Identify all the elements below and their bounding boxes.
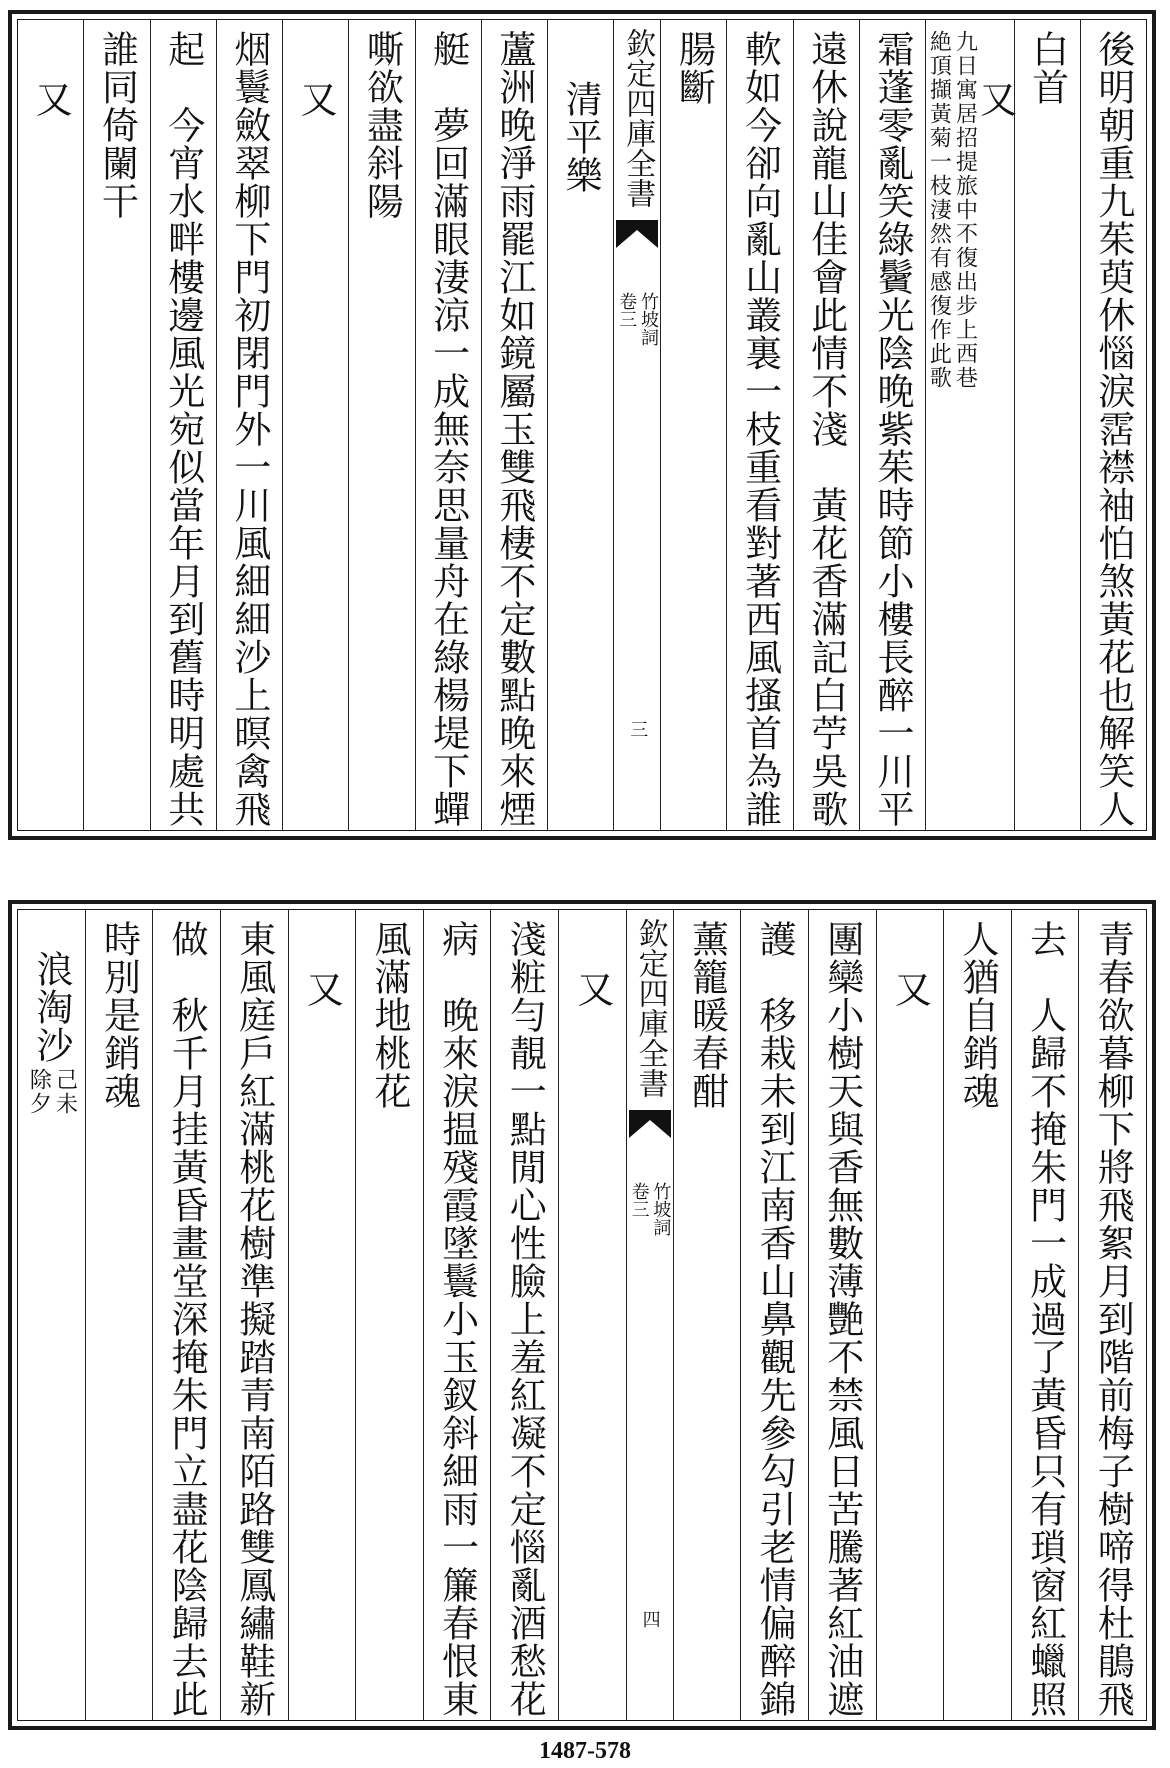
column-text: 又 — [570, 970, 614, 1008]
column-text: 時別是銷魂 — [97, 920, 141, 1110]
volume-label — [616, 292, 658, 346]
text-column — [558, 910, 626, 1720]
text-column — [18, 20, 83, 830]
column-text: 青春欲暮柳下將飛絮月到階前梅子樹啼得杜鵑飛 — [1091, 920, 1135, 1718]
text-column — [740, 910, 808, 1720]
book-title: 欽定四庫全書 — [632, 918, 668, 1098]
text-column — [660, 20, 726, 830]
column-text: 又 — [973, 80, 1017, 118]
center-fold-column — [613, 20, 660, 830]
column-text: 後明朝重九茱萸休惱淚霑襟袖怕煞黃花也解笑人 — [1091, 30, 1135, 828]
note-line: 除夕 — [26, 1068, 52, 1116]
note-line: 己未 — [52, 1068, 78, 1116]
column-text: 病 晚來淚揾殘霞墜鬟小玉釵斜細雨一簾春恨東 — [435, 920, 479, 1718]
column-text: 腸斷 — [672, 30, 716, 106]
text-column — [152, 910, 220, 1720]
column-text: 烟鬟斂翠柳下門初閉門外一川風細細沙上暝禽飛 — [227, 30, 271, 828]
text-column — [793, 20, 859, 830]
text-column — [18, 910, 85, 1720]
column-text: 又 — [888, 970, 932, 1008]
text-column — [85, 910, 153, 1720]
text-column — [150, 20, 216, 830]
text-column — [876, 910, 944, 1720]
column-text: 起 今宵水畔樓邊風光宛似當年月到舊時明處共 — [161, 30, 205, 828]
text-column — [288, 910, 356, 1720]
text-column — [547, 20, 613, 830]
column-text: 蘆洲晚淨雨罷江如鏡屬玉雙飛棲不定數點晚來煙 — [492, 30, 536, 828]
lower-page — [8, 900, 1156, 1730]
column-text: 薰籠暖春酣 — [685, 920, 729, 1110]
column-text: 做 秋千月挂黃昏畫堂深掩朱門立盡花陰歸去此 — [165, 920, 209, 1718]
text-column — [808, 910, 876, 1720]
column-text: 嘶欲盡斜陽 — [360, 30, 404, 220]
annotation-note — [926, 30, 976, 390]
column-text: 又 — [294, 80, 338, 118]
text-column — [220, 910, 288, 1720]
lower-page-columns — [18, 910, 1146, 1720]
text-column — [726, 20, 792, 830]
page-number: 四 — [639, 1610, 661, 1628]
volume-text: 卷三 — [616, 292, 638, 328]
volume-text: 竹坡詞 — [650, 1182, 672, 1236]
note-line: 絶頂擷黃菊一枝淒然有感復作此歌 — [926, 30, 952, 390]
text-column — [1078, 910, 1146, 1720]
text-column — [1011, 910, 1079, 1720]
column-text: 去 人歸不掩朱門一成過了黃昏只有瑣窗紅蠟照 — [1023, 920, 1067, 1718]
text-column — [423, 910, 491, 1720]
note-line: 九日寓居招提旅中不復出步上西巷 — [952, 30, 978, 390]
column-text: 團欒小樹天與香無數薄艷不禁風日苦騰著紅油遮 — [820, 920, 864, 1718]
text-column — [216, 20, 282, 830]
column-text: 霜蓬零亂笑綠鬢光陰晚紫茱時節小樓長醉一川平 — [871, 30, 915, 828]
upper-page — [8, 10, 1156, 840]
text-column — [925, 20, 1017, 830]
text-column — [481, 20, 547, 830]
column-text: 人猶自銷魂 — [955, 920, 999, 1110]
center-fold-column — [626, 910, 673, 1720]
volume-label — [629, 1182, 671, 1236]
column-text: 風滿地桃花 — [367, 920, 411, 1110]
text-column — [1014, 20, 1080, 830]
column-text: 軟如今卻向亂山叢裏一枝重看對著西風搔首為誰 — [738, 30, 782, 828]
fish-tail-mark — [614, 218, 660, 252]
page-number: 三 — [627, 720, 649, 738]
upper-page-columns — [18, 20, 1146, 830]
volume-text: 竹坡詞 — [638, 292, 660, 346]
text-column — [490, 910, 558, 1720]
column-text: 艇 夢回滿眼淒涼一成無奈思量舟在綠楊堤下蟬 — [426, 30, 470, 828]
column-text: 誰同倚闌干 — [95, 30, 139, 220]
text-column — [415, 20, 481, 830]
column-text: 護 移栽未到江南香山鼻觀先參勾引老情偏醉錦 — [753, 920, 797, 1718]
fish-tail-mark — [627, 1108, 673, 1142]
text-column — [1080, 20, 1146, 830]
text-column — [943, 910, 1011, 1720]
text-column — [282, 20, 348, 830]
book-title: 欽定四庫全書 — [620, 28, 656, 208]
column-text: 淺粧勻靚一點閒心性臉上羞紅凝不定惱亂酒愁花 — [503, 920, 547, 1718]
column-text: 白首 — [1025, 30, 1069, 106]
text-column — [355, 910, 423, 1720]
column-text: 又 — [29, 80, 73, 118]
column-text: 遠休說龍山佳會此情不淺 黃花香滿記白苧吳歌 — [804, 30, 848, 828]
text-column — [673, 910, 741, 1720]
text-column — [83, 20, 149, 830]
volume-text: 卷三 — [628, 1182, 650, 1218]
column-text: 東風庭戶紅滿桃花樹準擬踏青南陌路雙鳳繡鞋新 — [232, 920, 276, 1718]
text-column — [859, 20, 925, 830]
annotation-note — [26, 1068, 76, 1116]
catalog-number: 1487-578 — [539, 1738, 631, 1764]
text-column — [348, 20, 414, 830]
column-text: 又 — [300, 970, 344, 1008]
column-text: 清平樂 — [559, 80, 603, 194]
column-text: 浪淘沙 — [29, 950, 73, 1064]
